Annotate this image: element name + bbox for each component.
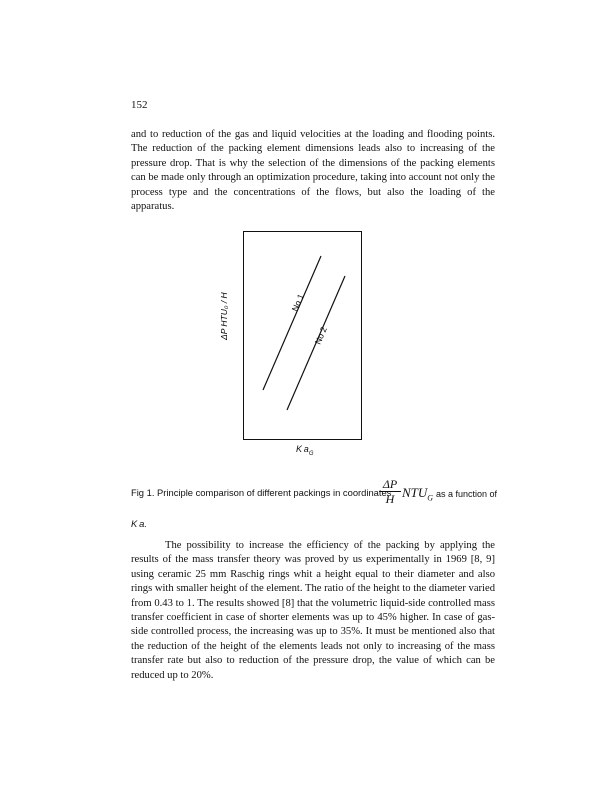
figure-lines <box>244 232 363 441</box>
body-paragraph-1: and to reduction of the gas and liquid velocities at the loading and flooding points. The reduction of the packing element dimensions leads also to increasing of the pressure drop. That is why the selection of the dimensions of the packing elements can be made only through an optimization procedure, taking into account not only the process type and the concentrations of the flows, but also the loading of the apparatus. <box>131 129 495 213</box>
figure-caption: Fig 1. Principle comparison of different packings in coordinates <box>131 487 392 498</box>
x-axis-label-text: K a <box>296 444 309 454</box>
caption-ntu-text: NTU <box>402 485 428 500</box>
y-axis-label <box>201 292 261 350</box>
caption-fraction <box>379 478 401 506</box>
caption-ntu <box>402 485 433 503</box>
x-axis-label-sub: G <box>308 450 314 457</box>
x-axis-label <box>296 444 313 457</box>
caption-fraction-numerator: ΔP <box>379 478 401 492</box>
line-no-1 <box>263 256 321 390</box>
caption-continuation: K a. <box>131 518 147 529</box>
y-axis-label-text: ΔP HTU₀ / H <box>219 292 229 340</box>
caption-fraction-denominator: H <box>385 492 395 506</box>
line-2-label: No 2 <box>312 325 329 346</box>
body-paragraph-2: The possibility to increase the efficiency of the packing by applying the results of the mass transfer theory was proved by us experimentally in 1969 [8, 9] using ceramic 25 mm Raschig rings whit a height equal to their diameter and also rings with smaller height of the element. The ratio of the height to the diameter varied from 0.43 to 1. The results showed [8] that the volumetric liquid-side controlled mass transfer coefficient in case of shorter elements was up to 45% higher. In case of gas-side controlled process, the increasing was up to 35%. It must be mentioned also that the reduction of the height of the elements leads not only to increasing of the mass transfer rate but also to reduction of the pressure drop, the value of which can be reduced up to 20%. <box>131 540 495 681</box>
caption-ntu-sub: G <box>427 493 434 503</box>
caption-suffix: as a function of <box>436 489 498 499</box>
page-number: 152 <box>131 99 148 111</box>
line-1-label: No 1 <box>289 292 306 313</box>
